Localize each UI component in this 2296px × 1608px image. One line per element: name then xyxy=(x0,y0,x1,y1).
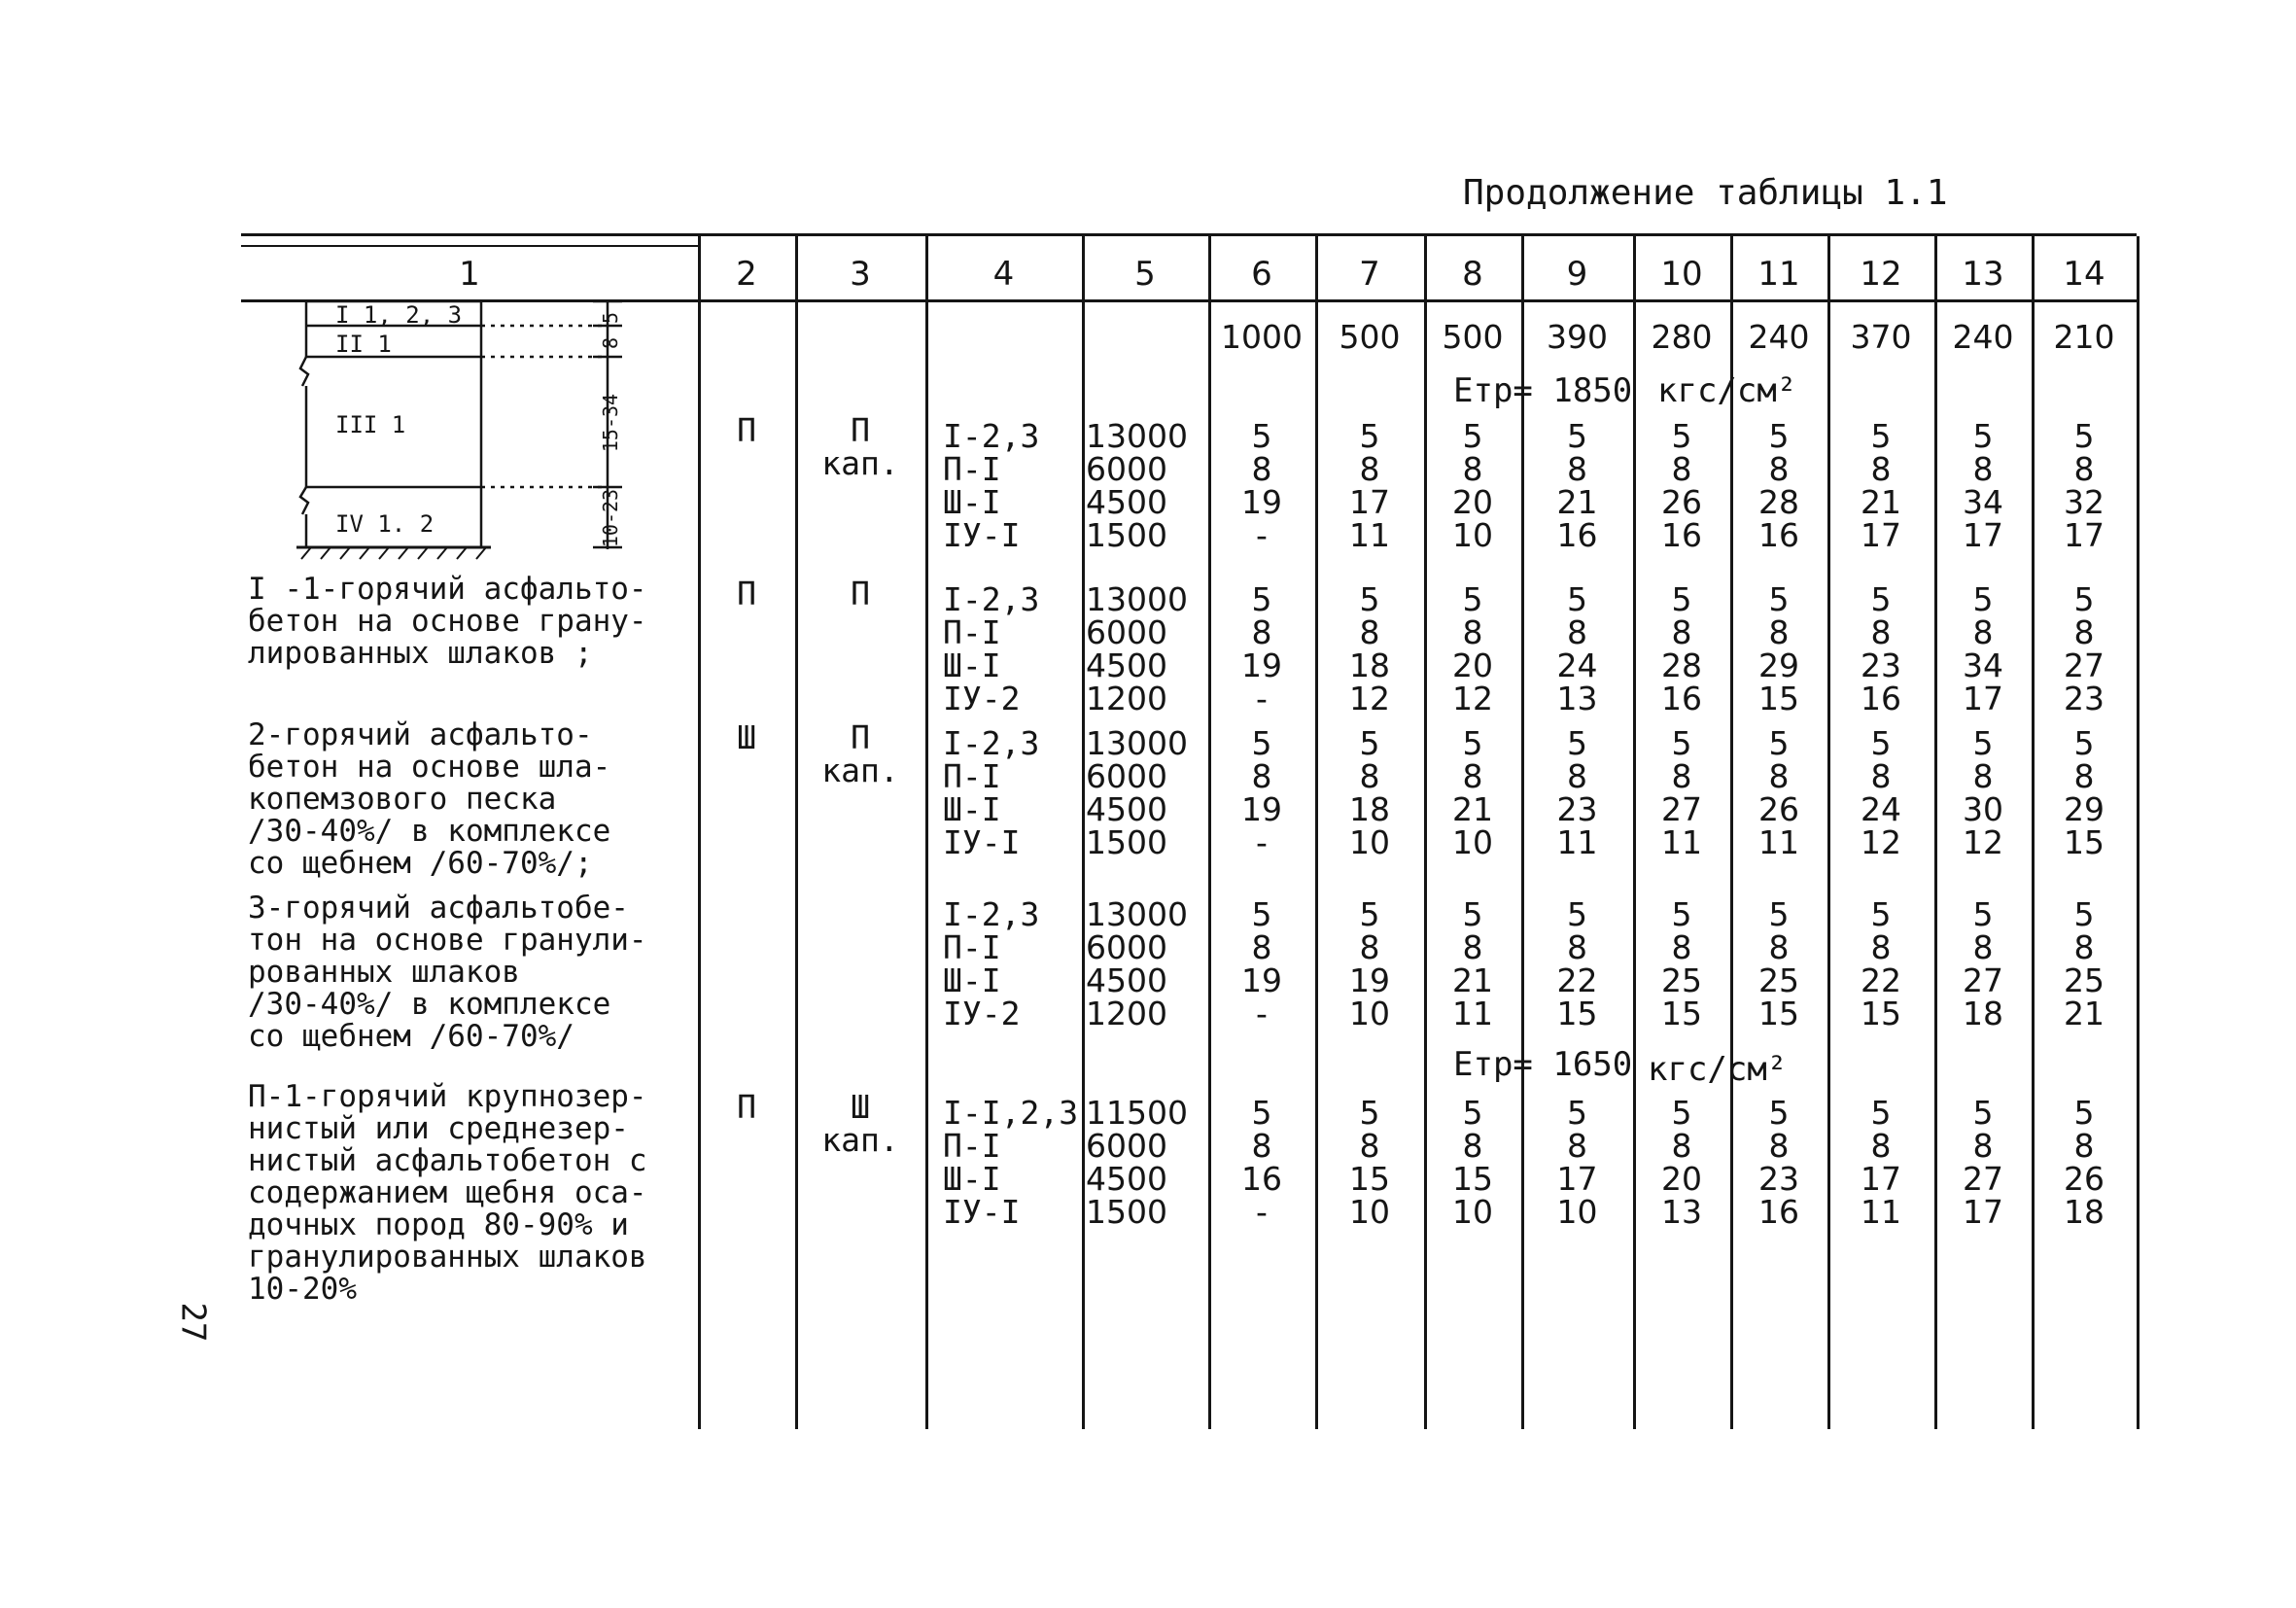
value-cell: 5 8 27 18 xyxy=(1963,895,2003,1032)
value-cell: 5 8 23 16 xyxy=(1758,1094,1799,1231)
value-cell: 5 8 19 10 xyxy=(1349,895,1390,1032)
col5-cell: 13000 6000 4500 1500 xyxy=(1086,724,1188,861)
value-cell: 5 8 17 11 xyxy=(1861,1094,1901,1231)
column-header: 7 xyxy=(1359,255,1380,294)
value-cell: 5 8 20 13 xyxy=(1661,1094,1702,1231)
value-cell: 5 8 34 17 xyxy=(1963,417,2003,554)
page-number: 27 xyxy=(173,1302,213,1343)
value-cell: 5 8 19 - xyxy=(1241,724,1282,861)
column-header: 4 xyxy=(992,255,1015,294)
diagram-dim-4: 10-23 xyxy=(599,488,622,548)
value-cell: 5 8 26 18 xyxy=(2064,1094,2105,1231)
column-header: 1 xyxy=(459,255,480,294)
value-cell: 5 8 19 - xyxy=(1241,895,1282,1032)
modulus-cell: 280 xyxy=(1651,318,1713,356)
col2-cell: П xyxy=(737,411,756,449)
value-cell: 5 8 15 10 xyxy=(1349,1094,1390,1231)
col2-cell: П xyxy=(737,1088,756,1126)
value-cell: 5 8 20 10 xyxy=(1452,417,1493,554)
col3-cell: Ш кап. xyxy=(821,1088,899,1159)
column-header: 14 xyxy=(2063,255,2105,294)
value-cell: 5 8 28 16 xyxy=(1661,580,1702,717)
modulus-cell: 500 xyxy=(1442,318,1504,356)
column-header: 10 xyxy=(1660,255,1703,294)
pavement-layer-diagram xyxy=(296,297,685,569)
value-cell: 5 8 18 10 xyxy=(1349,724,1390,861)
value-cell: 5 8 17 10 xyxy=(1556,1094,1598,1231)
modulus-cell: 240 xyxy=(1748,318,1810,356)
modulus-cell: 1000 xyxy=(1221,318,1303,356)
diagram-dim-2: 8 xyxy=(599,336,622,350)
etr-note-2: Етр= 1650 xyxy=(1453,1045,1633,1084)
value-cell: 5 8 29 15 xyxy=(2064,724,2105,861)
column-header: 12 xyxy=(1860,255,1902,294)
value-cell: 5 8 26 16 xyxy=(1661,417,1702,554)
value-cell: 5 8 29 15 xyxy=(1758,580,1799,717)
col3-cell: П кап. xyxy=(821,411,899,482)
col3-cell: П кап. xyxy=(821,718,899,789)
value-cell: 5 8 21 10 xyxy=(1452,724,1493,861)
column-header: 6 xyxy=(1251,255,1272,294)
value-cell: 5 8 34 17 xyxy=(1963,580,2003,717)
column-rule xyxy=(1082,236,1085,1429)
value-cell: 5 8 19 - xyxy=(1241,580,1282,717)
col4-cell: I-2,3 П-I Ш-I IУ-I xyxy=(943,417,1040,554)
value-cell: 5 8 16 - xyxy=(1241,1094,1282,1231)
value-cell: 5 8 23 11 xyxy=(1556,724,1598,861)
value-cell: 5 8 18 12 xyxy=(1349,580,1390,717)
column-header: 8 xyxy=(1462,255,1483,294)
diagram-dim-1: 5 xyxy=(599,311,622,325)
column-header: 11 xyxy=(1757,255,1800,294)
table-caption: Продолжение таблицы 1.1 xyxy=(1463,173,1948,213)
modulus-cell: 370 xyxy=(1850,318,1912,356)
material-description: 3-горячий асфальтобе- тон на основе гранули- рованных шлаков /30-40%/ в комплексе со щебнем /60-70%/ xyxy=(248,891,647,1054)
modulus-cell: 240 xyxy=(1952,318,2014,356)
col4-cell: I-I,2,3 П-I Ш-I IУ-I xyxy=(943,1094,1079,1231)
diagram-label-2: II 1 xyxy=(335,331,392,358)
column-header: 3 xyxy=(850,255,871,294)
value-cell: 5 8 25 15 xyxy=(1661,895,1702,1032)
value-cell: 5 8 25 15 xyxy=(1758,895,1799,1032)
material-description: I -1-горячий асфальто- бетон на основе грану- лированных шлаков ; xyxy=(248,572,647,671)
column-header: 13 xyxy=(1962,255,2004,294)
modulus-cell: 500 xyxy=(1339,318,1401,356)
modulus-cell: 210 xyxy=(2053,318,2115,356)
col5-cell: 13000 6000 4500 1500 xyxy=(1086,417,1188,554)
header-left-rule xyxy=(241,245,698,247)
column-rule xyxy=(925,236,928,1429)
column-header: 5 xyxy=(1134,255,1156,294)
modulus-cell: 390 xyxy=(1547,318,1608,356)
value-cell: 5 8 24 12 xyxy=(1861,724,1901,861)
col5-cell: 11500 6000 4500 1500 xyxy=(1086,1094,1188,1231)
col4-cell: I-2,3 П-I Ш-I IУ-2 xyxy=(943,580,1040,717)
diagram-dim-3: 15-34 xyxy=(599,393,622,453)
etr-unit-2: кгс/см² xyxy=(1648,1050,1788,1089)
column-header: 2 xyxy=(736,255,757,294)
value-cell: 5 8 21 17 xyxy=(1861,417,1901,554)
col5-cell: 13000 6000 4500 1200 xyxy=(1086,580,1188,717)
col4-cell: I-2,3 П-I Ш-I IУ-2 xyxy=(943,895,1040,1032)
diagram-label-1: I 1, 2, 3 xyxy=(335,301,463,329)
etr-note-1: Етр= 1850 xyxy=(1453,371,1633,410)
value-cell: 5 8 21 16 xyxy=(1556,417,1598,554)
col3-cell: П xyxy=(851,575,870,612)
value-cell: 5 8 32 17 xyxy=(2064,417,2105,554)
col4-cell: I-2,3 П-I Ш-I IУ-I xyxy=(943,724,1040,861)
value-cell: 5 8 24 13 xyxy=(1556,580,1598,717)
column-header: 9 xyxy=(1566,255,1588,294)
value-cell: 5 8 20 12 xyxy=(1452,580,1493,717)
value-cell: 5 8 19 - xyxy=(1241,417,1282,554)
table-top-rule xyxy=(241,233,2137,236)
value-cell: 5 8 27 23 xyxy=(2064,580,2105,717)
etr-unit-1: кгс/см² xyxy=(1657,371,1797,410)
value-cell: 5 8 15 10 xyxy=(1452,1094,1493,1231)
value-cell: 5 8 27 17 xyxy=(1963,1094,2003,1231)
value-cell: 5 8 28 16 xyxy=(1758,417,1799,554)
value-cell: 5 8 25 21 xyxy=(2064,895,2105,1032)
value-cell: 5 8 22 15 xyxy=(1861,895,1901,1032)
diagram-label-4: IV 1. 2 xyxy=(335,510,435,538)
column-rule xyxy=(2137,236,2139,1429)
value-cell: 5 8 27 11 xyxy=(1661,724,1702,861)
col2-cell: П xyxy=(737,575,756,612)
value-cell: 5 8 21 11 xyxy=(1452,895,1493,1032)
material-description: П-1-горячий крупнозер- нистый или среднезер- нистый асфальтобетон с содержанием щебня оса- дочных пород 80-90% и гранулированных шлаков 10-20% xyxy=(248,1079,647,1307)
diagram-label-3: III 1 xyxy=(335,411,406,438)
col2-cell: Ш xyxy=(737,718,756,756)
value-cell: 5 8 23 16 xyxy=(1861,580,1901,717)
material-description: 2-горячий асфальто- бетон на основе шла- копемзового песка /30-40%/ в комплексе со щебнем /60-70%/; xyxy=(248,717,611,881)
value-cell: 5 8 30 12 xyxy=(1963,724,2003,861)
value-cell: 5 8 22 15 xyxy=(1556,895,1598,1032)
value-cell: 5 8 17 11 xyxy=(1349,417,1390,554)
col5-cell: 13000 6000 4500 1200 xyxy=(1086,895,1188,1032)
value-cell: 5 8 26 11 xyxy=(1758,724,1799,861)
